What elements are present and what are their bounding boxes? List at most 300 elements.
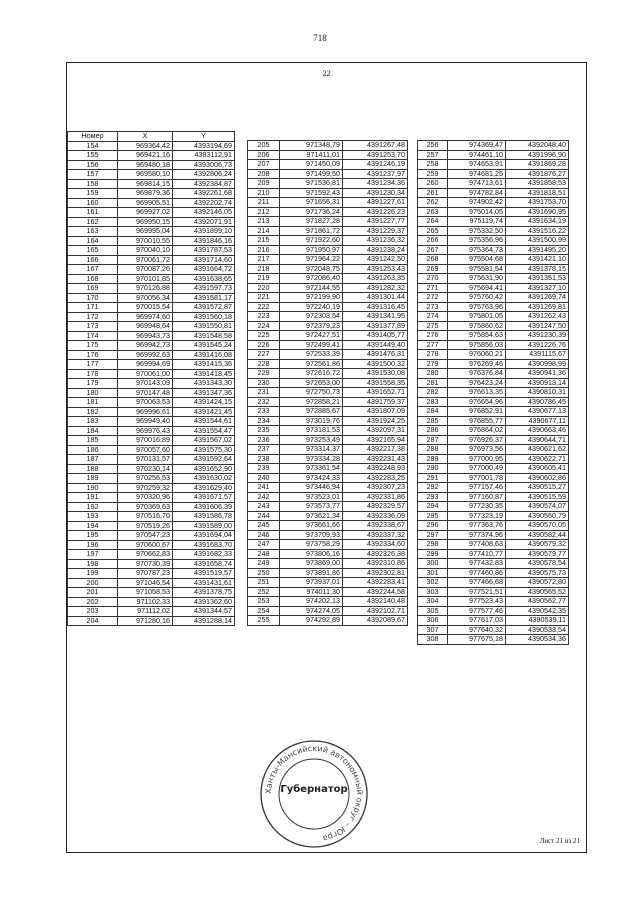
x-coordinate-cell: 972240,19 (280, 302, 343, 312)
y-coordinate-cell: 4392231,43 (343, 454, 408, 464)
point-number-cell: 264 (418, 217, 448, 227)
table-row (248, 255, 408, 265)
x-coordinate-cell: 970061,00 (118, 369, 173, 379)
y-coordinate-cell: 4391269,81 (506, 302, 569, 312)
table-row (418, 578, 569, 588)
point-number-cell: 167 (68, 265, 118, 275)
y-coordinate-cell: 4391424,15 (173, 398, 235, 408)
point-number-cell: 279 (418, 359, 448, 369)
point-number-cell: 284 (418, 407, 448, 417)
y-coordinate-cell: 4391230,34 (343, 188, 408, 198)
y-coordinate-cell: 4392337,32 (343, 530, 408, 540)
x-coordinate-cell: 971922,60 (280, 236, 343, 246)
y-coordinate-cell: 4390644,71 (506, 435, 569, 445)
x-coordinate-cell: 977001,78 (448, 473, 506, 483)
governor-stamp (258, 738, 370, 850)
x-coordinate-cell: 973891,86 (280, 568, 343, 578)
table-row (68, 588, 235, 598)
point-number-cell: 161 (68, 208, 118, 218)
y-coordinate-cell: 4390515,27 (506, 483, 569, 493)
point-number-cell: 178 (68, 369, 118, 379)
x-coordinate-cell: 970320,96 (118, 493, 173, 503)
x-coordinate-cell: 969879,36 (118, 189, 173, 199)
table-row (248, 549, 408, 559)
x-coordinate-cell: 969927,02 (118, 208, 173, 218)
point-number-cell: 286 (418, 426, 448, 436)
y-coordinate-cell: 4392283,41 (343, 578, 408, 588)
table-row (68, 331, 235, 341)
point-number-cell: 246 (248, 530, 280, 540)
x-coordinate-cell: 971861,72 (280, 226, 343, 236)
point-number-cell: 275 (418, 321, 448, 331)
x-coordinate-cell: 971450,09 (280, 160, 343, 170)
x-coordinate-cell: 973181,53 (280, 426, 343, 436)
table-row (418, 293, 569, 303)
table-row (418, 426, 569, 436)
table-row (418, 340, 569, 350)
y-coordinate-cell: 4391415,36 (173, 360, 235, 370)
x-coordinate-cell: 974274,05 (280, 606, 343, 616)
table-row (418, 473, 569, 483)
y-coordinate-cell: 4391316,45 (343, 302, 408, 312)
point-number-cell: 261 (418, 188, 448, 198)
point-number-cell: 175 (68, 341, 118, 351)
x-coordinate-cell: 969992,63 (118, 350, 173, 360)
y-coordinate-cell: 4391558,35 (343, 378, 408, 388)
x-coordinate-cell: 970600,67 (118, 540, 173, 550)
table-row (418, 141, 569, 151)
x-coordinate-cell: 971656,31 (280, 198, 343, 208)
point-number-cell: 223 (248, 312, 280, 322)
point-number-cell: 203 (68, 607, 118, 617)
point-number-cell: 271 (418, 283, 448, 293)
point-number-cell: 242 (248, 492, 280, 502)
x-coordinate-cell: 972199,90 (280, 293, 343, 303)
table-row (68, 274, 235, 284)
table-row (248, 378, 408, 388)
x-coordinate-cell: 970256,53 (118, 474, 173, 484)
x-coordinate-cell: 973253,49 (280, 435, 343, 445)
y-coordinate-cell: 4390621,62 (506, 445, 569, 455)
x-coordinate-cell: 972379,23 (280, 321, 343, 331)
y-coordinate-cell: 4391787,53 (173, 246, 235, 256)
table-row (418, 511, 569, 521)
point-number-cell: 204 (68, 616, 118, 626)
y-coordinate-cell: 4391230,39 (506, 331, 569, 341)
table-row (68, 597, 235, 607)
point-number-cell: 191 (68, 493, 118, 503)
x-coordinate-cell: 970369,63 (118, 502, 173, 512)
table-row (418, 245, 569, 255)
point-number-cell: 170 (68, 293, 118, 303)
x-coordinate-cell: 970147,48 (118, 388, 173, 398)
x-coordinate-cell: 972303,54 (280, 312, 343, 322)
header-y: Y (173, 132, 235, 142)
table-row (418, 198, 569, 208)
table-row (248, 141, 408, 151)
x-coordinate-cell: 975332,50 (448, 226, 506, 236)
x-coordinate-cell: 970143,09 (118, 379, 173, 389)
x-coordinate-cell: 977408,63 (448, 540, 506, 550)
table-row (248, 492, 408, 502)
table-row (68, 578, 235, 588)
y-coordinate-cell: 4391690,95 (506, 207, 569, 217)
x-coordinate-cell: 972561,86 (280, 359, 343, 369)
point-number-cell: 249 (248, 559, 280, 569)
x-coordinate-cell: 974011,30 (280, 587, 343, 597)
point-number-cell: 176 (68, 350, 118, 360)
point-number-cell: 308 (418, 635, 448, 645)
y-coordinate-cell: 4392202,74 (173, 198, 235, 208)
point-number-cell: 219 (248, 274, 280, 284)
table-row (418, 207, 569, 217)
x-coordinate-cell: 972427,51 (280, 331, 343, 341)
table-row (248, 179, 408, 189)
point-number-cell: 169 (68, 284, 118, 294)
y-coordinate-cell: 4391378,15 (506, 264, 569, 274)
table-row (68, 151, 235, 161)
point-number-cell: 183 (68, 417, 118, 427)
x-coordinate-cell: 973806,16 (280, 549, 343, 559)
table-row (68, 474, 235, 484)
point-number-cell: 305 (418, 606, 448, 616)
table-row (418, 150, 569, 160)
table-row (68, 141, 235, 151)
x-coordinate-cell: 971499,50 (280, 169, 343, 179)
table-row (418, 568, 569, 578)
y-coordinate-cell: 4392165,94 (343, 435, 408, 445)
point-number-cell: 195 (68, 531, 118, 541)
point-number-cell: 266 (418, 236, 448, 246)
x-coordinate-cell: 977577,46 (448, 606, 506, 616)
table-row (418, 255, 569, 265)
y-coordinate-cell: 4391682,33 (173, 550, 235, 560)
y-coordinate-cell: 4391664,72 (173, 265, 235, 275)
x-coordinate-cell: 976423,24 (448, 378, 506, 388)
table-row (68, 616, 235, 626)
x-coordinate-cell: 975854,63 (448, 331, 506, 341)
point-number-cell: 186 (68, 445, 118, 455)
x-coordinate-cell: 977374,96 (448, 530, 506, 540)
y-coordinate-cell: 4391405,77 (343, 331, 408, 341)
point-number-cell: 253 (248, 597, 280, 607)
x-coordinate-cell: 977460,86 (448, 568, 506, 578)
point-number-cell: 228 (248, 359, 280, 369)
point-number-cell: 296 (418, 521, 448, 531)
x-coordinate-cell: 973869,00 (280, 559, 343, 569)
point-number-cell: 193 (68, 512, 118, 522)
y-coordinate-cell: 4392102,71 (343, 606, 408, 616)
y-coordinate-cell: 4390565,52 (506, 587, 569, 597)
table-row (418, 264, 569, 274)
x-coordinate-cell: 973573,77 (280, 502, 343, 512)
y-coordinate-cell: 4392283,25 (343, 473, 408, 483)
point-number-cell: 181 (68, 398, 118, 408)
y-coordinate-cell: 4390533,54 (506, 625, 569, 635)
point-number-cell: 306 (418, 616, 448, 626)
x-coordinate-cell: 972499,41 (280, 340, 343, 350)
x-coordinate-cell: 974292,89 (280, 616, 343, 626)
y-coordinate-cell: 4391545,24 (173, 341, 235, 351)
x-coordinate-cell: 974461,10 (448, 150, 506, 160)
y-coordinate-cell: 4391572,87 (173, 303, 235, 313)
x-coordinate-cell: 971964,22 (280, 255, 343, 265)
point-number-cell: 214 (248, 226, 280, 236)
point-number-cell: 224 (248, 321, 280, 331)
table-row (68, 160, 235, 170)
x-coordinate-cell: 973314,37 (280, 445, 343, 455)
point-number-cell: 180 (68, 388, 118, 398)
y-coordinate-cell: 4391500,99 (506, 236, 569, 246)
y-coordinate-cell: 4391351,53 (506, 274, 569, 284)
point-number-cell: 198 (68, 559, 118, 569)
table-row (418, 407, 569, 417)
x-coordinate-cell: 971112,02 (118, 607, 173, 617)
x-coordinate-cell: 977000,49 (448, 464, 506, 474)
y-coordinate-cell: 4391516,22 (506, 226, 569, 236)
y-coordinate-cell: 4391575,30 (173, 445, 235, 455)
point-number-cell: 177 (68, 360, 118, 370)
x-coordinate-cell: 977363,76 (448, 521, 506, 531)
y-coordinate-cell: 4390602,86 (506, 473, 569, 483)
x-coordinate-cell: 970259,32 (118, 483, 173, 493)
y-coordinate-cell: 4391996,90 (506, 150, 569, 160)
point-number-cell: 273 (418, 302, 448, 312)
point-number-cell: 233 (248, 407, 280, 417)
table-row (248, 530, 408, 540)
point-number-cell: 179 (68, 379, 118, 389)
y-coordinate-cell: 4391288,14 (173, 616, 235, 626)
point-number-cell: 298 (418, 540, 448, 550)
y-coordinate-cell: 4391269,74 (506, 293, 569, 303)
coordinates-table-3 (417, 140, 569, 645)
point-number-cell: 281 (418, 378, 448, 388)
x-coordinate-cell: 970547,23 (118, 531, 173, 541)
point-number-cell: 229 (248, 369, 280, 379)
x-coordinate-cell: 975856,03 (448, 340, 506, 350)
y-coordinate-cell: 4391242,50 (343, 255, 408, 265)
header-x: X (118, 132, 173, 142)
point-number-cell: 288 (418, 445, 448, 455)
x-coordinate-cell: 976654,96 (448, 397, 506, 407)
x-coordinate-cell: 975581,54 (448, 264, 506, 274)
x-coordinate-cell: 969814,15 (118, 179, 173, 189)
x-coordinate-cell: 976926,37 (448, 435, 506, 445)
point-number-cell: 299 (418, 549, 448, 559)
x-coordinate-cell: 970057,60 (118, 445, 173, 455)
y-coordinate-cell: 4392329,57 (343, 502, 408, 512)
x-coordinate-cell: 973019,76 (280, 416, 343, 426)
table-row (248, 359, 408, 369)
table-row (248, 454, 408, 464)
x-coordinate-cell: 970519,26 (118, 521, 173, 531)
x-coordinate-cell: 973621,34 (280, 511, 343, 521)
y-coordinate-cell: 4392089,67 (343, 616, 408, 626)
coordinates-table-2 (247, 140, 408, 626)
table-row (68, 303, 235, 313)
y-coordinate-cell: 4391227,61 (343, 198, 408, 208)
point-number-cell: 255 (248, 616, 280, 626)
y-coordinate-cell: 4392097,31 (343, 426, 408, 436)
y-coordinate-cell: 4391449,40 (343, 340, 408, 350)
x-coordinate-cell: 975504,68 (448, 255, 506, 265)
table-row (248, 207, 408, 217)
table-row (248, 340, 408, 350)
point-number-cell: 159 (68, 189, 118, 199)
x-coordinate-cell: 975014,05 (448, 207, 506, 217)
y-coordinate-cell: 4390579,77 (506, 549, 569, 559)
point-number-cell: 171 (68, 303, 118, 313)
table-row (248, 445, 408, 455)
table-row (68, 284, 235, 294)
y-coordinate-cell: 4393006,73 (173, 160, 235, 170)
x-coordinate-cell: 977521,51 (448, 587, 506, 597)
table-row (68, 388, 235, 398)
point-number-cell: 307 (418, 625, 448, 635)
table-row (68, 540, 235, 550)
y-coordinate-cell: 4392217,38 (343, 445, 408, 455)
table-row (418, 350, 569, 360)
y-coordinate-cell: 4391550,81 (173, 322, 235, 332)
table-row (248, 274, 408, 284)
x-coordinate-cell: 976973,56 (448, 445, 506, 455)
x-coordinate-cell: 971280,16 (118, 616, 173, 626)
table-row (418, 169, 569, 179)
point-number-cell: 241 (248, 483, 280, 493)
y-coordinate-cell: 4391253,43 (343, 264, 408, 274)
point-number-cell: 205 (248, 141, 280, 151)
table-row (248, 226, 408, 236)
y-coordinate-cell: 4390574,07 (506, 502, 569, 512)
x-coordinate-cell: 970662,83 (118, 550, 173, 560)
point-number-cell: 168 (68, 274, 118, 284)
y-coordinate-cell: 4391301,44 (343, 293, 408, 303)
point-number-cell: 276 (418, 331, 448, 341)
table-row (68, 512, 235, 522)
x-coordinate-cell: 972533,39 (280, 350, 343, 360)
point-number-cell: 290 (418, 464, 448, 474)
table-row (248, 540, 408, 550)
x-coordinate-cell: 976855,77 (448, 416, 506, 426)
table-row (68, 246, 235, 256)
x-coordinate-cell: 972885,67 (280, 407, 343, 417)
table-row (68, 483, 235, 493)
y-coordinate-cell: 4392146,05 (173, 208, 235, 218)
y-coordinate-cell: 4390663,46 (506, 426, 569, 436)
table-row (68, 493, 235, 503)
table-row (418, 274, 569, 284)
point-number-cell: 260 (418, 179, 448, 189)
point-number-cell: 270 (418, 274, 448, 284)
table-row (418, 483, 569, 493)
table-row (68, 360, 235, 370)
point-number-cell: 252 (248, 587, 280, 597)
table-row (248, 283, 408, 293)
point-number-cell: 292 (418, 483, 448, 493)
point-number-cell: 220 (248, 283, 280, 293)
x-coordinate-cell: 973661,66 (280, 521, 343, 531)
point-number-cell: 187 (68, 455, 118, 465)
y-coordinate-cell: 4390786,45 (506, 397, 569, 407)
table-row (418, 321, 569, 331)
point-number-cell: 302 (418, 578, 448, 588)
x-coordinate-cell: 972086,40 (280, 274, 343, 284)
table-row (68, 531, 235, 541)
point-number-cell: 207 (248, 160, 280, 170)
stamp-ring-text: Ханты-Мансийский автономный округ – Югра (263, 743, 365, 844)
table-row (248, 587, 408, 597)
x-coordinate-cell: 970056,34 (118, 293, 173, 303)
table-row (418, 445, 569, 455)
table-row (418, 635, 569, 645)
y-coordinate-cell: 4392384,87 (173, 179, 235, 189)
y-coordinate-cell: 4392302,81 (343, 568, 408, 578)
x-coordinate-cell: 977640,32 (448, 625, 506, 635)
point-number-cell: 267 (418, 245, 448, 255)
y-coordinate-cell: 4391846,16 (173, 236, 235, 246)
point-number-cell: 274 (418, 312, 448, 322)
table-row (418, 616, 569, 626)
table-row (418, 302, 569, 312)
y-coordinate-cell: 4391267,48 (343, 141, 408, 151)
table-row (248, 502, 408, 512)
x-coordinate-cell: 977157,46 (448, 483, 506, 493)
point-number-cell: 216 (248, 245, 280, 255)
point-number-cell: 262 (418, 198, 448, 208)
point-number-cell: 208 (248, 169, 280, 179)
point-number-cell: 182 (68, 407, 118, 417)
y-coordinate-cell: 4390534,36 (506, 635, 569, 645)
x-coordinate-cell: 969949,40 (118, 417, 173, 427)
point-number-cell: 254 (248, 606, 280, 616)
x-coordinate-cell: 975763,96 (448, 302, 506, 312)
x-coordinate-cell: 971058,53 (118, 588, 173, 598)
x-coordinate-cell: 972616,72 (280, 369, 343, 379)
x-coordinate-cell: 975801,05 (448, 312, 506, 322)
table-row (418, 236, 569, 246)
y-coordinate-cell: 4391858,53 (506, 179, 569, 189)
table-row (68, 189, 235, 199)
frame-number: 22 (322, 69, 331, 78)
table-row (68, 379, 235, 389)
x-coordinate-cell: 971102,33 (118, 597, 173, 607)
y-coordinate-cell: 4392338,67 (343, 521, 408, 531)
y-coordinate-cell: 4392334,60 (343, 540, 408, 550)
y-coordinate-cell: 4391924,25 (343, 416, 408, 426)
x-coordinate-cell: 973758,29 (280, 540, 343, 550)
point-number-cell: 226 (248, 340, 280, 350)
point-number-cell: 243 (248, 502, 280, 512)
y-coordinate-cell: 4392806,24 (173, 170, 235, 180)
x-coordinate-cell: 977230,35 (448, 502, 506, 512)
x-coordinate-cell: 969905,51 (118, 198, 173, 208)
y-coordinate-cell: 4390578,54 (506, 559, 569, 569)
point-number-cell: 188 (68, 464, 118, 474)
x-coordinate-cell: 972858,21 (280, 397, 343, 407)
x-coordinate-cell: 970230,14 (118, 464, 173, 474)
point-number-cell: 189 (68, 474, 118, 484)
y-coordinate-cell: 4390941,36 (506, 369, 569, 379)
y-coordinate-cell: 4391234,36 (343, 179, 408, 189)
point-number-cell: 174 (68, 331, 118, 341)
header-number: Номер (68, 132, 118, 142)
table-row (248, 578, 408, 588)
table-row (418, 540, 569, 550)
x-coordinate-cell: 970131,57 (118, 455, 173, 465)
table-row (68, 436, 235, 446)
table-row (418, 359, 569, 369)
x-coordinate-cell: 971046,54 (118, 578, 173, 588)
